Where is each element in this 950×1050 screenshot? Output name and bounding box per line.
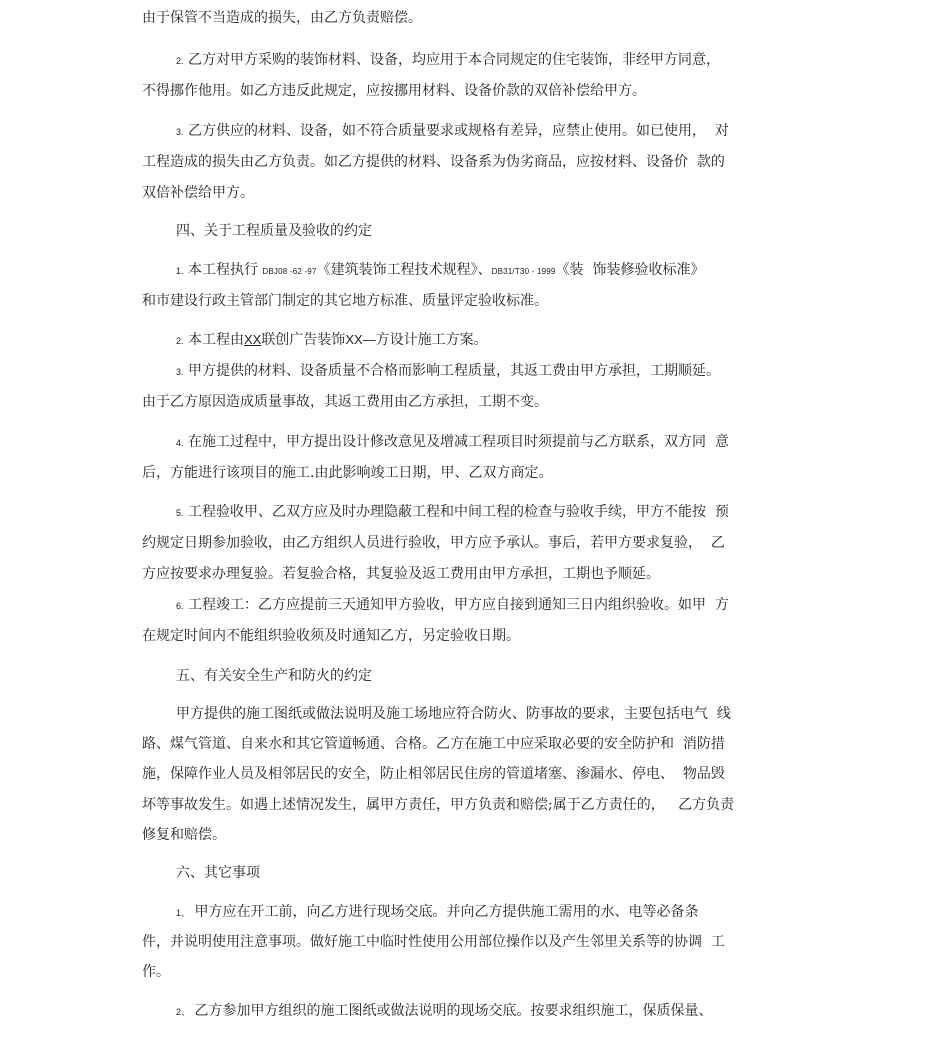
quality-clause-4-line-2 <box>142 463 552 483</box>
text: 方应按要求办理复验。若复验合格，其复验及返工费用由甲方承担，工期也予顺延。 <box>142 566 660 582</box>
heading-text: 六、其它事项 <box>176 865 260 881</box>
standard-code: DB31/T30 - 1999 <box>491 267 556 276</box>
text: 本工程由 <box>187 332 244 348</box>
company-placeholder: XX— <box>345 332 376 347</box>
section-heading-6 <box>176 863 260 883</box>
clause-number: 5. <box>176 508 184 518</box>
text: 后，方能进行该项目的施工.由此影响竣工日期，甲、乙双方商定。 <box>142 465 553 481</box>
text: 由于乙方原因造成质量事故，其返工费用由乙方承担，工期不变。 <box>142 394 548 410</box>
text: 坏等事故发生。如遇上述情况发生，属甲方责任，甲方负责和赔偿;属于乙方责任的， 乙方负责 <box>142 797 735 813</box>
text: 工程造成的损失由乙方负责。如乙方提供的材料、设备系为伪劣商品，应按材料、设备价 款的 <box>142 154 725 170</box>
text: 在施工过程中，甲方提出设计修改意见及增减工程项目时须提前与乙方联系，双方同 意 <box>187 434 729 450</box>
section-heading-5 <box>176 666 372 686</box>
clause-number: 2. <box>176 336 184 346</box>
text: 工程竣工：乙方应提前三天通知甲方验收，甲方应自接到通知三日内组织验收。如甲 方 <box>187 597 729 613</box>
other-clause-1-line-3 <box>142 962 170 982</box>
text: 方设计施工方案。 <box>375 332 488 348</box>
standard-code: DBJ08 -62 -97 <box>262 267 317 276</box>
text: 不得挪作他用。如乙方违反此规定，应按挪用材料、设备价款的双倍补偿给甲方。 <box>142 83 646 99</box>
other-clause-1-line-1 <box>176 902 698 922</box>
text: 和市建设行政主管部门制定的其它地方标准、质量评定验收标准。 <box>142 293 548 309</box>
text: 甲方应在开工前，向乙方进行现场交底。并向乙方提供施工需用的水、电等必备条 <box>194 904 699 920</box>
text: 约规定日期参加验收，由乙方组织人员进行验收，甲方应予承认。事后，若甲方要求复验， 乙 <box>142 535 725 551</box>
quality-clause-3-line-2 <box>142 392 548 412</box>
quality-clause-3-line-1 <box>176 361 720 381</box>
clause-3-line-1 <box>176 121 729 141</box>
text: 甲方提供的材料、设备质量不合格而影响工程质量，其返工费由甲方承担，工期顺延。 <box>187 363 720 379</box>
clause-3-line-3 <box>142 183 254 203</box>
company-placeholder: XX <box>243 332 262 347</box>
text: 联创广告装饰 <box>261 332 346 348</box>
heading-text: 四、关于工程质量及验收的约定 <box>176 223 372 239</box>
text: 《装 饰装修验收标准》 <box>555 262 705 278</box>
quality-clause-5-line-1 <box>176 502 729 522</box>
other-clause-1-line-2 <box>142 932 725 952</box>
quality-clause-2-line-1 <box>176 330 488 350</box>
safety-para-line-3 <box>142 764 725 784</box>
text: 《建筑装饰工程技术规程》、 <box>316 262 492 278</box>
clause-number: 2. <box>176 56 184 66</box>
other-clause-2-line-1 <box>176 1001 712 1021</box>
text: 修复和赔偿。 <box>142 827 226 843</box>
text: 双倍补偿给甲方。 <box>142 185 254 201</box>
quality-clause-1-line-2 <box>142 291 548 311</box>
quality-clause-1-line-1 <box>176 260 704 280</box>
quality-clause-5-line-3 <box>142 564 660 584</box>
clause-number: 6. <box>176 601 184 611</box>
quality-clause-4-line-1 <box>176 432 729 452</box>
clause-2-line-2 <box>142 81 646 101</box>
section-heading-4 <box>176 221 372 241</box>
clause-number: 3. <box>176 127 184 137</box>
safety-para-line-5 <box>142 825 226 845</box>
text: 本工程执行 <box>187 262 258 278</box>
text: 乙方对甲方采购的装饰材料、设备，均应用于本合同规定的住宅装饰，非经甲方同意， <box>187 52 720 68</box>
text: 件，并说明使用注意事项。做好施工中临时性使用公用部位操作以及产生邻里关系等的协调 工 <box>142 934 725 950</box>
text: 乙方参加甲方组织的施工图纸或做法说明的现场交底。按要求组织施工，保质保量、 <box>194 1003 713 1019</box>
quality-clause-5-line-2 <box>142 533 725 553</box>
text: 由于保管不当造成的损失，由乙方负责赔偿。 <box>142 10 422 26</box>
clause-number: 2、 <box>176 1007 191 1017</box>
safety-para-line-1 <box>176 704 731 724</box>
clause-number: 4. <box>176 438 184 448</box>
text: 在规定时间内不能组织验收须及时通知乙方，另定验收日期。 <box>142 628 520 644</box>
safety-para-line-4 <box>142 795 734 815</box>
text: 作。 <box>142 964 170 980</box>
clause-number: 1. <box>176 266 184 276</box>
text: 施，保障作业人员及相邻居民的安全，防止相邻居民住房的管道堵塞、渗漏水、停电、 物品毁 <box>142 766 725 782</box>
paragraph-line <box>142 8 422 28</box>
clause-number: 3. <box>176 367 184 377</box>
text: 工程验收甲、乙双方应及时办理隐蔽工程和中间工程的检查与验收手续，甲方不能按 预 <box>187 504 729 520</box>
safety-para-line-2 <box>142 734 725 754</box>
quality-clause-6-line-1 <box>176 595 729 615</box>
clause-number: 1、 <box>176 908 191 918</box>
clause-3-line-2 <box>142 152 725 172</box>
text: 乙方供应的材料、设备，如不符合质量要求或规格有差异，应禁止使用。如已使用， 对 <box>187 123 729 139</box>
clause-2-line-1 <box>176 50 720 70</box>
text: 路、煤气管道、自来水和其它管道畅通、合格。乙方在施工中应采取必要的安全防护和 消防措 <box>142 736 725 752</box>
heading-text: 五、有关安全生产和防火的约定 <box>176 668 372 684</box>
quality-clause-6-line-2 <box>142 626 520 646</box>
text: 甲方提供的施工图纸或做法说明及施工场地应符合防火、防事故的要求，主要包括电气 线 <box>176 706 731 722</box>
